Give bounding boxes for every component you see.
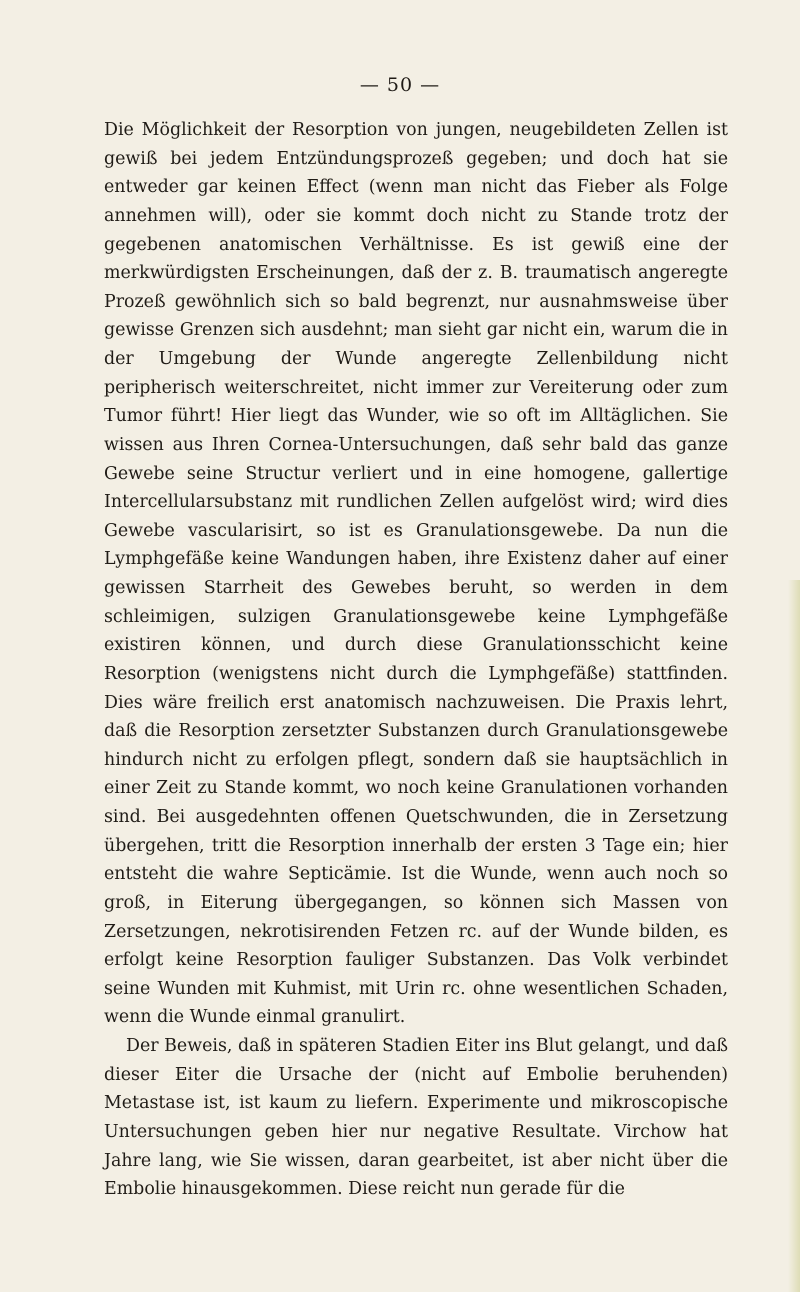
page-edge-shadow (788, 580, 800, 1292)
paragraph: Die Möglichkeit der Resorption von jungen, neugebildeten Zellen ist gewiß bei jedem Entzündungsprozeß gegeben; und doch hat sie entweder gar keinen Effect (wenn man nicht das Fieber als Folge annehmen will), oder sie kommt doch nicht zu Stande trotz der gegebenen anatomischen Verhältnisse. Es ist gewiß eine der merkwürdigsten Erscheinungen, daß der z. B. traumatisch angeregte Prozeß gewöhnlich sich so bald begrenzt, nur ausnahmsweise über gewisse Grenzen sich ausdehnt; man sieht gar nicht ein, warum die in der Umgebung der Wunde angeregte Zellenbildung nicht peripherisch weiterschreitet, nicht immer zur Vereiterung oder zum Tumor führt! Hier liegt das Wunder, wie so oft im Alltäglichen. Sie wissen aus Ihren Cornea-Untersuchungen, daß sehr bald das ganze Gewebe seine Structur verliert und in eine homogene, gallertige Intercellularsubstanz mit rundlichen Zellen aufgelöst wird; wird dies Gewebe vascularisirt, so ist es Granulationsgewebe. Da nun die Lymphgefäße keine Wandungen haben, ihre Existenz daher auf einer gewissen Starrheit des Gewebes beruht, so werden in dem schleimigen, sulzigen Granulationsgewebe keine Lymphgefäße existiren können, und durch diese Granulationsschicht keine Resorption (wenigstens nicht durch die Lymphgefäße) stattfinden. Dies wäre freilich erst anatomisch nachzuweisen. Die Praxis lehrt, daß die Resorption zersetzter Substanzen durch Granulationsgewebe hindurch nicht zu erfolgen pflegt, sondern daß sie hauptsächlich in einer Zeit zu Stande kommt, wo noch keine Granulationen vorhanden sind. Bei ausgedehnten offenen Quetschwunden, die in Zersetzung übergehen, tritt die Resorption innerhalb der ersten 3 Tage ein; hier entsteht die wahre Septicämie. Ist die Wunde, wenn auch noch so groß, in Eiterung übergegangen, so können sich Massen von Zersetzungen, nekrotisirenden Fetzen rc. auf der Wunde bilden, es erfolgt keine Resorption fauliger Substanzen. Das Volk verbindet seine Wunden mit Kuhmist, mit Urin rc. ohne wesentlichen Schaden, wenn die Wunde einmal granulirt. (104, 120, 728, 1028)
page-number: — 50 — (359, 74, 441, 96)
body-text (104, 116, 728, 1204)
paragraph: Der Beweis, daß in späteren Stadien Eiter ins Blut gelangt, und daß dieser Eiter die Ursache der (nicht auf Embolie beruhenden) Metastase ist, ist kaum zu liefern. Experimente und mikroscopische Untersuchungen geben hier nur negative Resultate. Virchow hat Jahre lang, wie Sie wissen, daran gearbeitet, ist aber nicht über die Embolie hinausgekommen. Diese reicht nun gerade für die (104, 1036, 728, 1200)
